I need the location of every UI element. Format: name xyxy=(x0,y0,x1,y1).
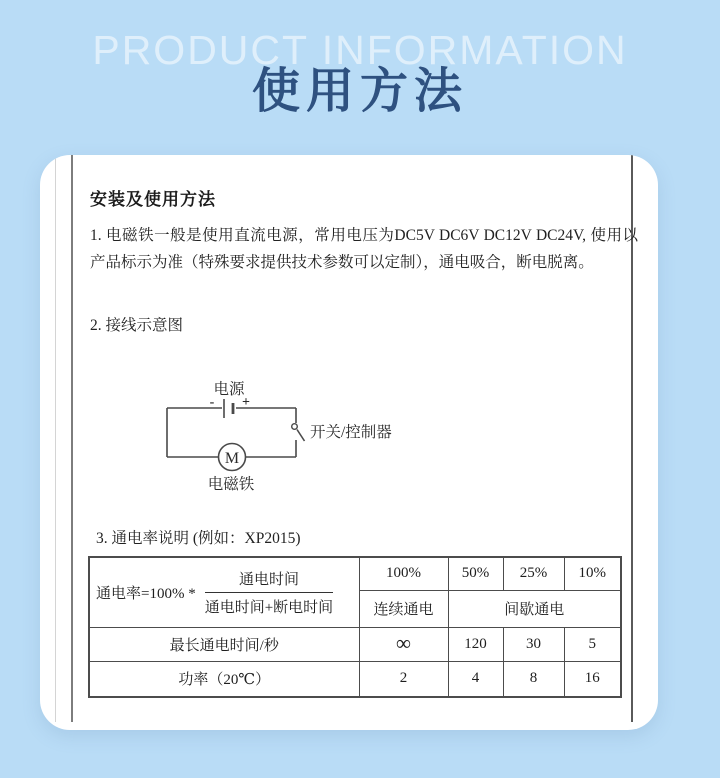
motor-symbol: M xyxy=(224,450,240,467)
max-time-value-10: 5 xyxy=(564,627,621,661)
switch-blade-icon xyxy=(297,430,305,442)
duty-formula-cell xyxy=(89,557,359,627)
switch-contact-icon xyxy=(292,424,298,430)
duty-header-100: 100% xyxy=(359,557,448,590)
max-time-label: 最长通电时间/秒 xyxy=(89,627,359,661)
duty-fraction xyxy=(205,568,333,617)
power-value-10: 16 xyxy=(564,661,621,697)
power-value-25: 8 xyxy=(503,661,564,697)
switch-label: 开关/控制器 xyxy=(310,424,392,441)
doc-section-2-title: 2. 接线示意图 xyxy=(90,317,184,334)
duty-fraction-numerator: 通电时间 xyxy=(205,568,333,593)
table-row-max-time xyxy=(89,627,621,661)
duty-header-10: 10% xyxy=(564,557,621,590)
duty-header-25: 25% xyxy=(503,557,564,590)
max-time-value-25: 30 xyxy=(503,627,564,661)
duty-cycle-table xyxy=(88,556,622,698)
wiring-diagram xyxy=(160,375,450,503)
power-label: 功率（20℃） xyxy=(89,661,359,697)
battery-plus-sign: + xyxy=(242,395,250,410)
doc-section-3-title: 3. 通电率说明 (例如：XP2015) xyxy=(96,530,301,547)
doc-heading: 安装及使用方法 xyxy=(90,190,216,209)
duty-header-50: 50% xyxy=(448,557,503,590)
content-card xyxy=(40,155,658,730)
infinity-symbol: ∞ xyxy=(396,631,411,655)
doc-paragraph-1: 1. 电磁铁一般是使用直流电源，常用电压为DC5V DC6V DC12V DC24V, 使用以产品标示为准（特殊要求提供技术参数可以定制），通电吸合，断电脱离。 xyxy=(90,227,638,271)
max-time-value-50: 120 xyxy=(448,627,503,661)
table-row-duty-headers xyxy=(89,557,621,590)
mode-intermittent-cell: 间歇通电 xyxy=(448,590,621,627)
document-content xyxy=(40,155,658,730)
wiring-diagram-svg xyxy=(160,375,450,503)
battery-minus-sign: - xyxy=(209,395,215,410)
table-row-power xyxy=(89,661,621,697)
duty-fraction-denominator: 通电时间+断电时间 xyxy=(204,599,334,616)
power-label: 电源 xyxy=(213,381,245,398)
power-value-100: 2 xyxy=(359,661,448,697)
max-time-value-100 xyxy=(359,627,448,661)
duty-formula-prefix: 通电率=100% * xyxy=(96,585,196,602)
mode-continuous-cell: 连续通电 xyxy=(359,590,448,627)
watermark-text: PRODUCT INFORMATION xyxy=(92,27,628,73)
power-value-50: 4 xyxy=(448,661,503,697)
electromagnet-label: 电磁铁 xyxy=(207,476,255,493)
page-title: 使用方法 xyxy=(251,65,468,118)
